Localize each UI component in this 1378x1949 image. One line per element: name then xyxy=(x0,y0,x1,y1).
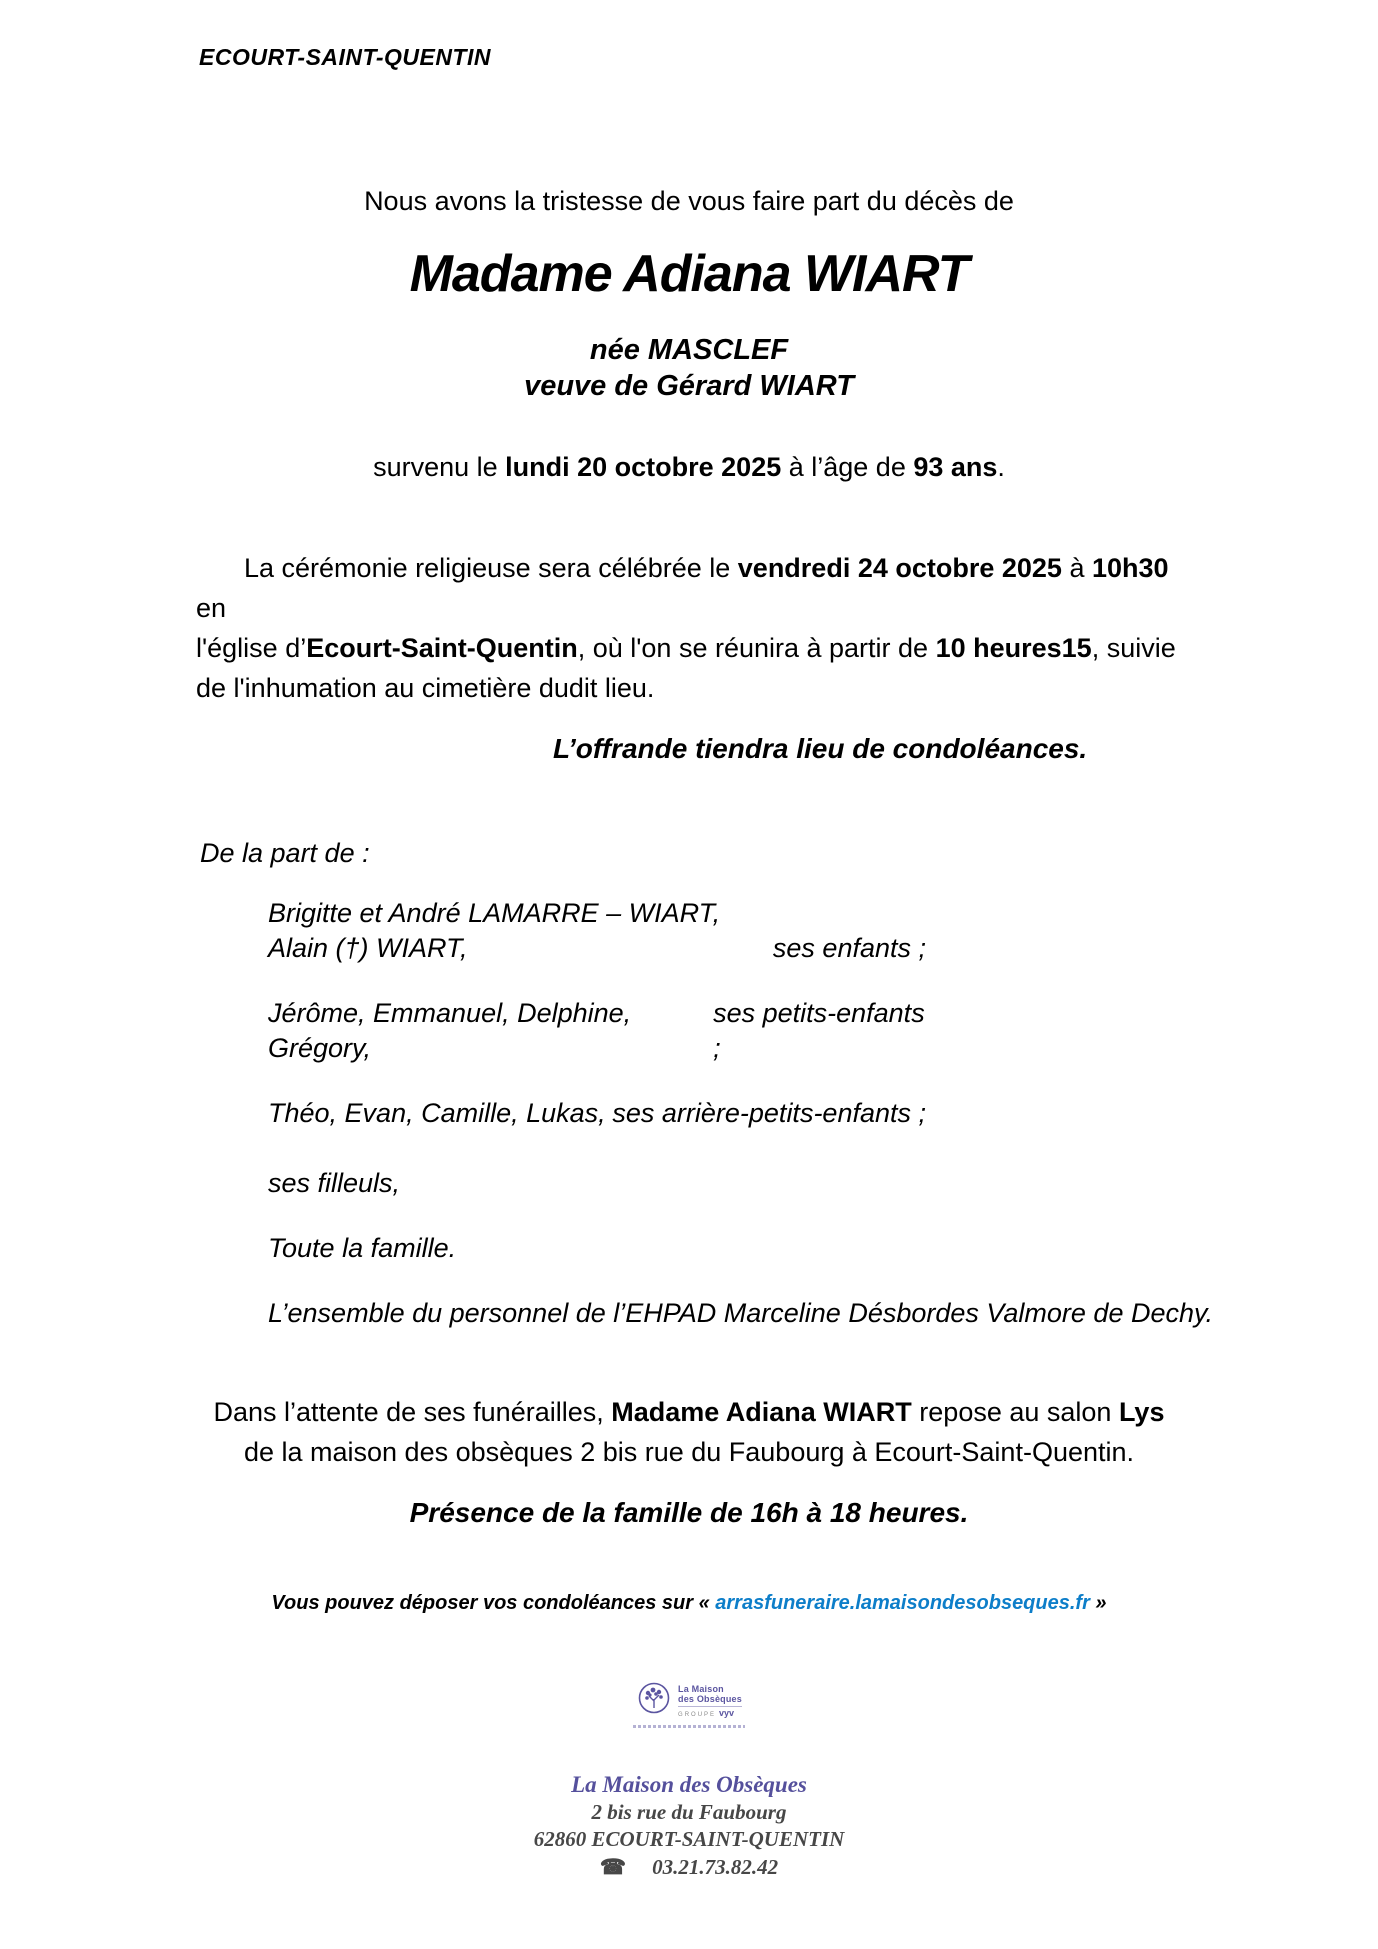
ceremony-text: La cérémonie religieuse sera célébrée le xyxy=(244,553,738,583)
tree-emblem-icon xyxy=(636,1680,672,1721)
logo-group-line xyxy=(678,1708,742,1718)
ceremony-paragraph: La cérémonie religieuse sera célébrée le vendredi 24 octobre 2025 à 10h30 en l'église d’Ecourt-Saint-Quentin, où l'on se réunira à partir de 10 heures15, suivie de l'inhumation au cimetière dudit lieu. xyxy=(196,553,1176,703)
from-label: De la part de : xyxy=(200,838,370,868)
resting-name: Madame Adiana WIART xyxy=(611,1397,912,1427)
condolences-line: Vous pouvez déposer vos condoléances sur « arrasfuneraire.lamaisondesobseques.fr » xyxy=(271,1592,1107,1614)
family-row xyxy=(268,1096,926,1131)
ceremony-time: 10h30 xyxy=(1091,553,1169,583)
family-names: Alain (†) WIART, xyxy=(268,933,468,963)
condolences-link[interactable]: arrasfuneraire.lamaisondesobseques.fr xyxy=(715,1592,1090,1614)
death-middle: à l’âge de xyxy=(781,452,914,482)
death-date: lundi 20 octobre 2025 xyxy=(505,452,782,482)
logo-name-line2: des Obsèques xyxy=(678,1693,742,1704)
funeral-home-name: La Maison des Obsèques xyxy=(571,1772,807,1797)
funeral-home-address1: 2 bis rue du Faubourg xyxy=(591,1800,787,1824)
funeral-home-phone: 03.21.73.82.42 xyxy=(652,1855,779,1879)
family-row: Brigitte et André LAMARRE – WIART, xyxy=(268,898,721,928)
death-suffix: . xyxy=(997,452,1005,482)
family-presence-line: Présence de la famille de 16h à 18 heures. xyxy=(409,1497,969,1528)
family-row: ses filleuls, xyxy=(268,1168,401,1198)
funeral-home-phone-line xyxy=(0,1853,1378,1881)
deceased-name: Madame Adiana WIART xyxy=(409,245,969,303)
family-row: Toute la famille. xyxy=(268,1233,457,1263)
family-row xyxy=(268,931,926,966)
death-date-line xyxy=(0,452,1378,483)
offering-line: L’offrande tiendra lieu de condoléances. xyxy=(553,733,1088,764)
city-header: ECOURT-SAINT-QUENTIN xyxy=(199,44,491,70)
family-names: Théo, Evan, Camille, Lukas, xyxy=(268,1098,606,1128)
resting-salon: Lys xyxy=(1118,1397,1165,1427)
family-relation: ses arrière-petits-enfants ; xyxy=(612,1098,926,1128)
ceremony-date: vendredi 24 octobre 2025 xyxy=(737,553,1062,583)
logo-name-line1: La Maison xyxy=(678,1683,724,1694)
family-row: L’ensemble du personnel de l’EHPAD Marceline Désbordes Valmore de Dechy. xyxy=(268,1298,1213,1328)
funeral-home-logo xyxy=(0,1680,1378,1728)
family-row xyxy=(268,996,926,1066)
widow-of-line: veuve de Gérard WIART xyxy=(524,370,854,402)
family-relation: ses petits-enfants ; xyxy=(713,998,925,1063)
telephone-icon: ☎ xyxy=(599,1855,627,1879)
logo-group-label: GROUPE xyxy=(678,1711,717,1718)
death-age: 93 ans xyxy=(913,452,998,482)
family-names: Jérôme, Emmanuel, Delphine, Grégory, xyxy=(268,998,632,1063)
family-relation: ses enfants ; xyxy=(772,933,926,963)
resting-paragraph: Dans l’attente de ses funérailles, Madame Adiana WIART repose au salon Lys de la maison des obsèques 2 bis rue du Faubourg à Ecourt-Saint-Quentin. xyxy=(213,1397,1165,1467)
funeral-home-address2: 62860 ECOURT-SAINT-QUENTIN xyxy=(533,1827,845,1851)
logo-divider xyxy=(678,1706,742,1707)
funeral-home-footer xyxy=(0,1770,1378,1881)
family-list xyxy=(268,896,1278,1331)
logo-tagline-blur xyxy=(633,1725,745,1728)
logo-row xyxy=(636,1680,742,1721)
logo-text xyxy=(678,1684,742,1718)
ceremony-church: Ecourt-Saint-Quentin xyxy=(306,633,578,663)
death-prefix: survenu le xyxy=(373,452,506,482)
logo-vyv-brand: vyv xyxy=(719,1707,735,1718)
maiden-name: née MASCLEF xyxy=(589,334,789,366)
ceremony-gather-time: 10 heures15 xyxy=(935,633,1092,663)
intro-line: Nous avons la tristesse de vous faire part du décès de xyxy=(364,186,1014,216)
